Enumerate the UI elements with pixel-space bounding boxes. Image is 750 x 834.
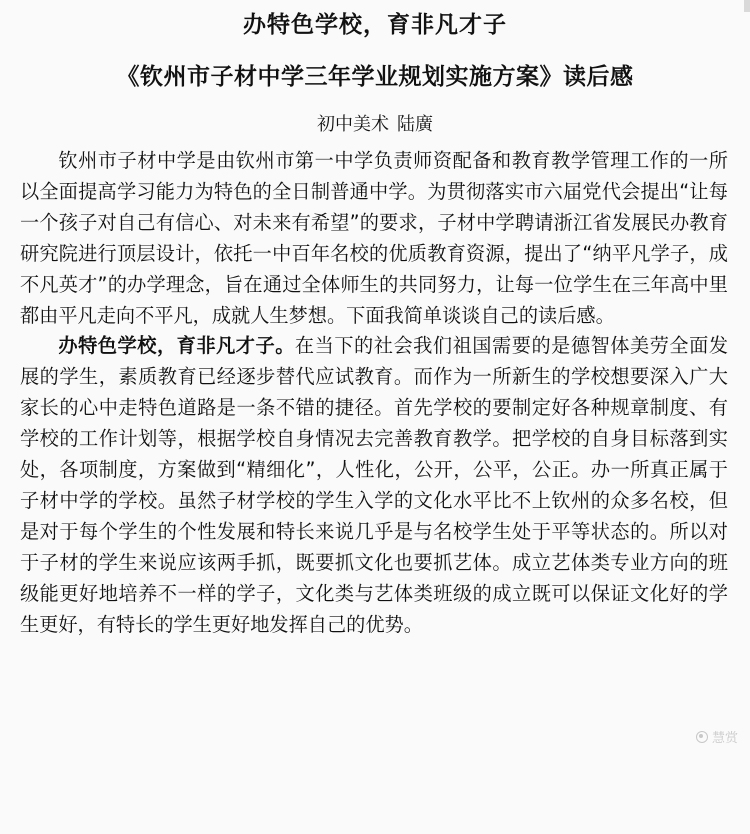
watermark <box>696 727 738 746</box>
author-subject: 初中美术 <box>317 114 389 135</box>
paragraph-2-text: 在当下的社会我们祖国需要的是德智体美劳全面发展的学生，素质教育已经逐步替代应试教育。而作为一所新生的学校想要深入广大家长的心中走特色道路是一条不错的捷径。首先学校的要制定好各种规章制度、有学校的工作计划等，根据学校自身情况去完善教育教学。把学校的自身目标落到实处，各项制度，方案做到“精细化”，人性化，公开，公平，公正。办一所真正属于子材中学的学校。虽然子材学校的学生入学的文化水平比不上钦州的众多名校，但是对于每个学生的个性发展和特长来说几乎是与名校学生处于平等状态的。所以对于子材的学生来说应该两手抓，既要抓文化也要抓艺体。成立艺体类专业方向的班级能更好地培养不一样的学子，文化类与艺体类班级的成立既可以保证文化好的学生更好，有特长的学生更好地发挥自己的优势。 <box>20 334 729 636</box>
document-subtitle: 《钦州市子材中学三年学业规划实施方案》读后感 <box>116 64 634 90</box>
watermark-logo-icon <box>696 731 708 743</box>
paragraph-2-lead: 办特色学校，育非凡才子。 <box>58 334 295 358</box>
watermark-text: 慧赏 <box>711 731 738 746</box>
author-name: 陆廣 <box>397 114 433 135</box>
author-line <box>0 112 750 138</box>
body-text <box>20 146 728 641</box>
paragraph-2 <box>20 331 728 640</box>
paragraph-1: 钦州市子材中学是由钦州市第一中学负责师资配备和教育教学管理工作的一所以全面提高学习能力为特色的全日制普通中学。为贯彻落实市六届党代会提出“让每一个孩子对自己有信心、对未来有希望”的要求，子材中学聘请浙江省发展民办教育研究院进行顶层设计，依托一中百年名校的优质教育资源，提出了“纳平凡学子，成不凡英才”的办学理念，旨在通过全体师生的共同努力，让每一位学生在三年高中里都由平凡走向不平凡，成就人生梦想。下面我简单谈谈自己的读后感。 <box>20 149 728 327</box>
document-title: 办特色学校，育非凡才子 <box>243 12 507 38</box>
